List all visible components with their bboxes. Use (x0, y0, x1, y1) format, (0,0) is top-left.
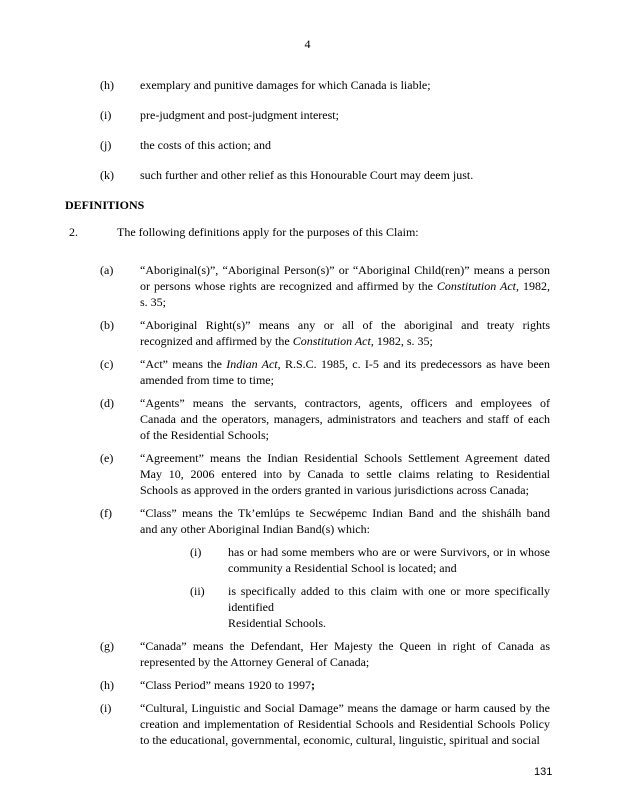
text-line (140, 732, 550, 748)
definitions-list (65, 262, 550, 748)
text-segment: is specifically added to this claim with one or more specifically identified (228, 584, 550, 614)
list-item-text (140, 262, 550, 310)
relief-item (65, 137, 550, 153)
text-segment: of the Residential Schools; (140, 428, 269, 442)
definition-item (65, 395, 550, 443)
text-segment: “Aboriginal Right(s)” means any or all of the aboriginal and treaty rights (140, 318, 550, 332)
list-item-text (140, 317, 550, 349)
text-line (140, 411, 550, 427)
list-item-text (140, 395, 550, 443)
text-segment: , R.S.C. 1985, c. I-5 and its predecessors as have been (277, 357, 551, 371)
text-line (140, 482, 550, 498)
text-segment: pre-judgment and post-judgment interest; (140, 108, 339, 122)
definition-item (65, 317, 550, 349)
text-line (140, 278, 550, 294)
list-item-label: (g) (100, 639, 114, 653)
text-segment: “Canada” means the Defendant, Her Majesty the Queen in right of Canada as (140, 639, 550, 653)
list-item-label: (i) (100, 701, 112, 715)
page-number-bottom: 131 (534, 766, 553, 778)
definitions-heading: DEFINITIONS (65, 198, 145, 212)
text-segment: , 1982, (516, 279, 551, 293)
text-line (140, 677, 550, 693)
text-line (140, 262, 550, 278)
text-line (140, 333, 550, 349)
list-item-label: (h) (100, 678, 114, 692)
list-item-label: (h) (100, 78, 114, 92)
list-item-label: (b) (100, 318, 114, 332)
text-line (140, 137, 550, 153)
definition-item (65, 677, 550, 693)
text-segment: “Aboriginal(s)”, “Aboriginal Person(s)” or “Aboriginal Child(ren)” means a person (140, 263, 550, 277)
text-segment: or persons whose rights are recognized and affirmed by the (140, 279, 437, 293)
list-item-label: (j) (100, 138, 112, 152)
text-segment: s. 35; (140, 295, 167, 309)
text-line (140, 356, 550, 372)
text-segment: creation and implementation of Residential Schools and Residential Schools Policy (140, 717, 550, 731)
text-line (140, 372, 550, 388)
text-segment: exemplary and punitive damages for which Canada is liable; (140, 78, 431, 92)
italic-text: Constitution Act (292, 334, 371, 348)
text-segment: “Class Period” means 1920 to 1997 (140, 678, 311, 692)
text-segment: Residential Schools. (228, 616, 326, 630)
text-line (140, 450, 550, 466)
page-number-top: 4 (304, 37, 311, 51)
italic-text: Constitution Act (436, 279, 517, 293)
list-item-label: (a) (100, 263, 114, 277)
text-line (140, 505, 550, 521)
text-segment: the costs of this action; and (140, 138, 271, 152)
list-item-text (140, 505, 550, 537)
definition-item (65, 700, 550, 748)
list-item-label: (d) (100, 396, 114, 410)
text-segment: amended from time to time; (140, 373, 274, 387)
text-segment: “Class” means the Tk’emlúps te Secwépemc Indian Band and the shishálh band (140, 506, 550, 520)
text-segment: such further and other relief as this Honourable Court may deem just. (140, 168, 474, 182)
relief-item (65, 77, 550, 93)
text-line (140, 521, 550, 537)
list-item-text (140, 356, 550, 388)
definition-item (65, 450, 550, 498)
text-line (228, 560, 550, 576)
list-item-label: (ii) (190, 584, 205, 598)
relief-item (65, 167, 550, 183)
list-item-text (228, 544, 550, 576)
definition-subitem (65, 583, 550, 631)
list-item-text (228, 583, 550, 631)
text-segment: recognized and affirmed by the (140, 334, 293, 348)
paragraph-number: 2. (69, 225, 78, 239)
list-item-text (140, 167, 550, 183)
text-line (140, 294, 550, 310)
definition-item (65, 356, 550, 388)
text-segment: May 10, 2006 entered into by Canada to settle claims relating to Residential (140, 467, 550, 481)
list-item-text (140, 77, 550, 93)
text-line (140, 716, 550, 732)
text-segment: and any other Aboriginal Indian Band(s) which: (140, 522, 370, 536)
text-line (228, 583, 550, 615)
text-line (228, 615, 550, 631)
text-line (140, 395, 550, 411)
text-line (140, 317, 550, 333)
list-item-text (140, 137, 550, 153)
text-segment: to the educational, governmental, economic, cultural, linguistic, spiritual and social (140, 733, 540, 747)
list-item-text (140, 450, 550, 498)
text-segment: “Cultural, Linguistic and Social Damage” means the damage or harm caused by the (140, 701, 550, 715)
list-item-label: (c) (100, 357, 114, 371)
definition-subitem (65, 544, 550, 576)
list-item-text (140, 700, 550, 748)
text-line (140, 700, 550, 716)
definition-item (65, 638, 550, 670)
text-line (140, 654, 550, 670)
text-segment: represented by the Attorney General of Canada; (140, 655, 370, 669)
text-segment: , 1982, s. 35; (370, 334, 433, 348)
intro-paragraph (65, 224, 550, 240)
text-line (140, 167, 550, 183)
text-segment: Canada and the operators, managers, administrators and teachers and staff of each (140, 412, 550, 426)
italic-text: Indian Act (226, 357, 278, 371)
text-segment: “Act” means the (140, 357, 227, 371)
list-item-label: (f) (100, 506, 112, 520)
relief-list (65, 77, 550, 183)
intro-text: The following definitions apply for the purposes of this Claim: (117, 225, 419, 239)
text-line (140, 466, 550, 482)
list-item-label: (i) (190, 545, 202, 559)
list-item-text (140, 677, 550, 693)
list-item-label: (e) (100, 451, 114, 465)
text-line (140, 107, 550, 123)
text-segment: Schools as approved in the orders granted in various jurisdictions across Canada; (140, 483, 529, 497)
definition-item (65, 505, 550, 537)
text-segment: “Agreement” means the Indian Residential Schools Settlement Agreement dated (140, 451, 550, 465)
list-item-label: (k) (100, 168, 114, 182)
definition-item (65, 262, 550, 310)
text-line (140, 77, 550, 93)
text-line (140, 638, 550, 654)
text-segment: “Agents” means the servants, contractors, agents, officers and employees of (140, 396, 550, 410)
text-line (228, 544, 550, 560)
list-item-label: (i) (100, 108, 112, 122)
text-segment: has or had some members who are or were Survivors, or in whose (228, 545, 550, 559)
relief-item (65, 107, 550, 123)
bold-text: ; (310, 678, 315, 692)
list-item-text (140, 638, 550, 670)
text-line (140, 427, 550, 443)
text-segment: community a Residential School is located; and (228, 561, 457, 575)
list-item-text (140, 107, 550, 123)
